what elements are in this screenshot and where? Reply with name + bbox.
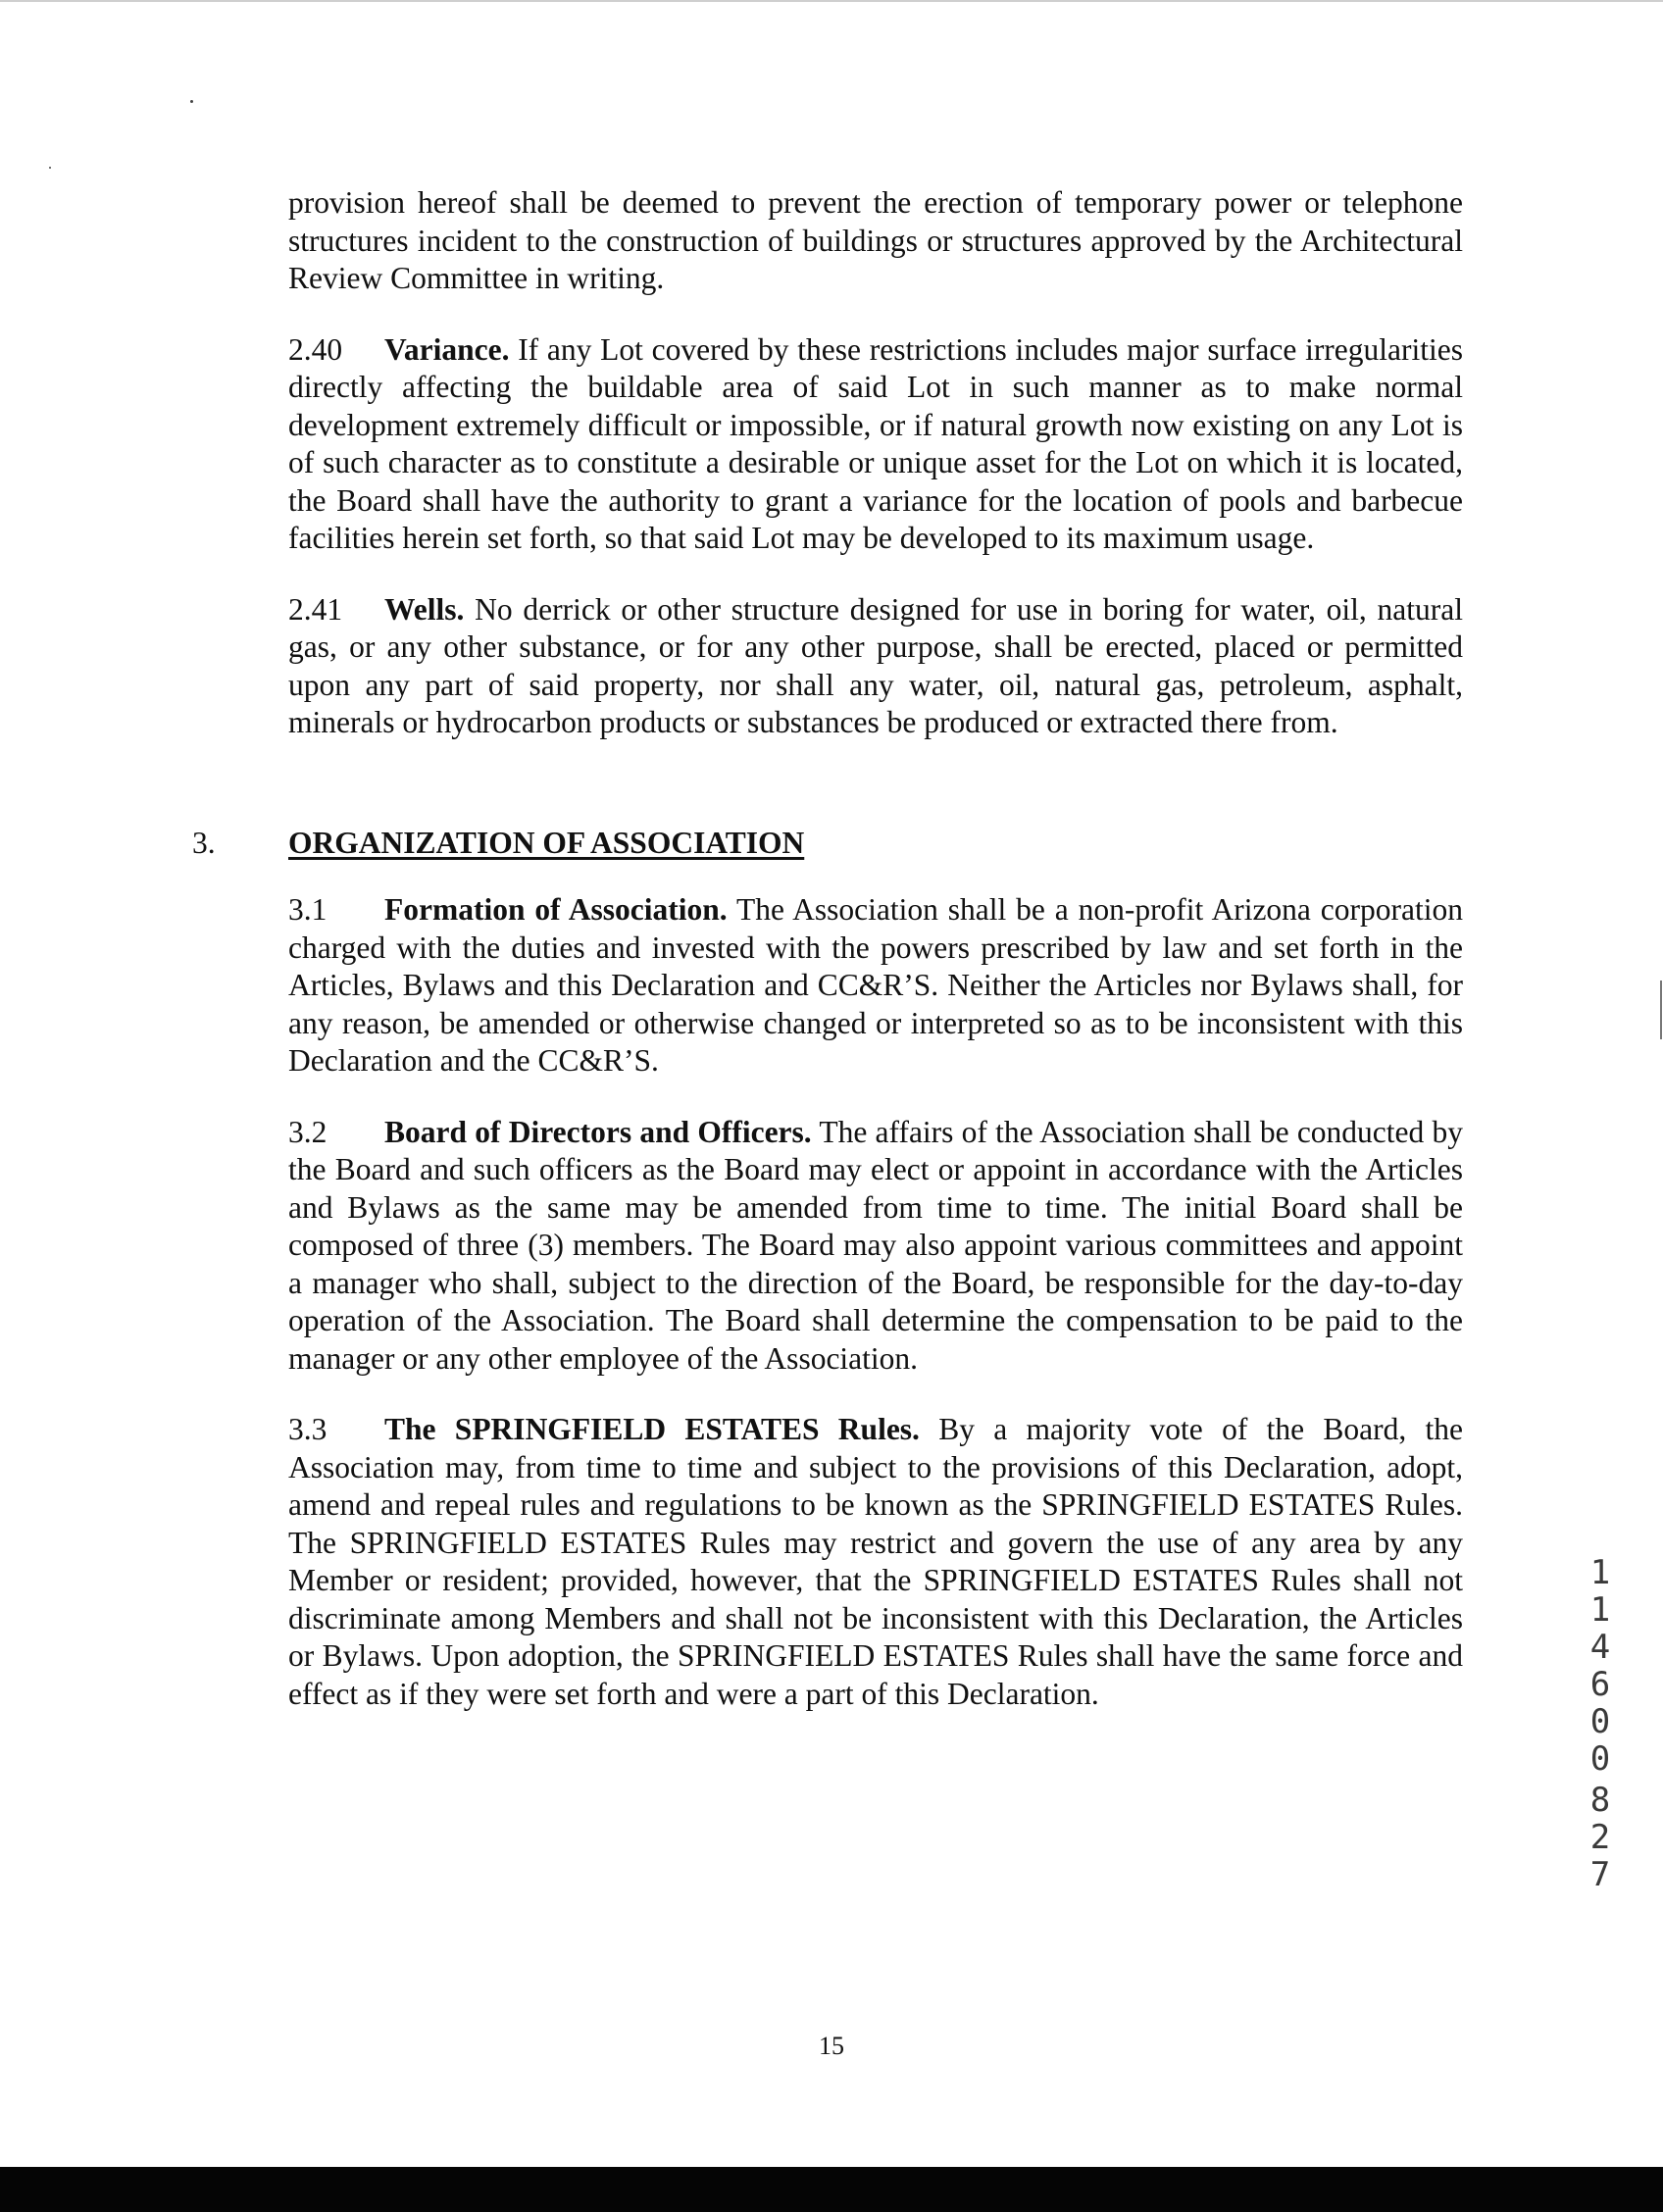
paragraph-text: The Association shall be a non-profit Arizona corporation charged with the duties and invested with the powers prescribed by law and set forth in the Articles, Bylaws and this Declaration and CC&R’S. Neither the Articles nor Bylaws shall, for any reason, be amended or otherwise changed or interpreted so as to be inconsistent with this Declaration and the CC&R’S. <box>288 892 1463 1078</box>
stamp-digit: 0 <box>1589 1702 1611 1741</box>
paragraph-title: Board of Directors and Officers. <box>384 1114 812 1149</box>
paragraph-number: 2.41 <box>288 591 343 627</box>
paragraph-text: The affairs of the Association shall be conducted by the Board and such officers as the Board may elect or appoint in accordance with the Articles and Bylaws as the same may be amended from time to time. The initial Board shall be composed of three (3) members. The Board may also appoint various committees and appoint a manager who shall, subject to the direction of the Board, be responsible for the day-to-day operation of the Association. The Board shall determine the compensation to be paid to the manager or any other employee of the Association. <box>288 1114 1463 1376</box>
paragraph-text: By a majority vote of the Board, the Association may, from time to time and subject to the provisions of this Declaration, adopt, amend and repeal rules and regulations to be known as the SPRINGFIELD ESTATES Rules. The SPRINGFIELD ESTATES Rules may restrict and govern the use of any area by any Member or resident; provided, however, that the SPRINGFIELD ESTATES Rules shall not discriminate among Members and shall not be inconsistent with this Declaration, the Articles or Bylaws. Upon adoption, the SPRINGFIELD ESTATES Rules shall have the same force and effect as if they were set forth and were a part of this Declaration. <box>288 1412 1463 1711</box>
scan-bottom-border <box>0 2167 1663 2212</box>
scan-speck <box>49 167 51 169</box>
section-heading <box>192 825 1463 863</box>
paragraph-number: 3.1 <box>288 892 328 927</box>
scan-top-edge <box>0 0 1663 2</box>
section-number: 3. <box>192 825 216 860</box>
scan-edge-mark <box>1660 980 1662 1039</box>
paragraph-3-2 <box>288 1114 1463 1379</box>
paragraph-2-40 <box>288 331 1463 558</box>
scan-speck <box>190 100 193 103</box>
paragraph-3-3 <box>288 1411 1463 1713</box>
paragraph-text: No derrick or other structure designed for use in boring for water, oil, natural gas, or any other substance, or for any other purpose, shall be erected, placed or permitted upon any part of said property, nor shall any water, oil, natural gas, petroleum, asphalt, minerals or hydrocarbon products or substances be produced or extracted there from. <box>288 591 1463 739</box>
continuation-paragraph: provision hereof shall be deemed to prevent the erection of temporary power or telephone structures incident to the construction of buildings or structures approved by the Architectural Review Committee in writing. <box>288 185 1463 295</box>
page-number: 15 <box>819 2032 844 2060</box>
paragraph-2-41 <box>288 591 1463 742</box>
stamp-digit: 8 <box>1589 1781 1611 1820</box>
paragraph-number: 3.3 <box>288 1412 328 1446</box>
paragraph-title: Wells. <box>384 591 465 627</box>
paragraph-number: 3.2 <box>288 1114 328 1149</box>
stamp-digit: 4 <box>1589 1628 1611 1667</box>
stamp-digit: 0 <box>1589 1739 1611 1779</box>
paragraph-title: The SPRINGFIELD ESTATES Rules. <box>384 1412 920 1446</box>
stamp-digit: 1 <box>1589 1590 1611 1630</box>
stamp-digit: 7 <box>1589 1855 1611 1894</box>
paragraph-title: Variance. <box>384 331 510 367</box>
paragraph-text: If any Lot covered by these restrictions includes major surface irregularities directly affecting the buildable area of said Lot in such manner as to make normal development extremely difficult or impossible, or if natural growth now existing on any Lot is of such character as to constitute a desirable or unique asset for the Lot on which it is located, the Board shall have the authority to grant a variance for the location of pools and barbecue facilities herein set forth, so that said Lot may be developed to its maximum usage. <box>288 331 1463 555</box>
stamp-digit: 2 <box>1589 1818 1611 1857</box>
section-title: ORGANIZATION OF ASSOCIATION <box>288 825 805 860</box>
stamp-digit: 1 <box>1589 1553 1611 1592</box>
paragraph-title: Formation of Association. <box>384 892 728 927</box>
paragraph-3-1 <box>288 891 1463 1081</box>
recording-stamp <box>1581 1554 1620 1893</box>
stamp-digit: 6 <box>1589 1665 1611 1704</box>
document-body <box>192 184 1463 1713</box>
paragraph-number: 2.40 <box>288 331 343 367</box>
